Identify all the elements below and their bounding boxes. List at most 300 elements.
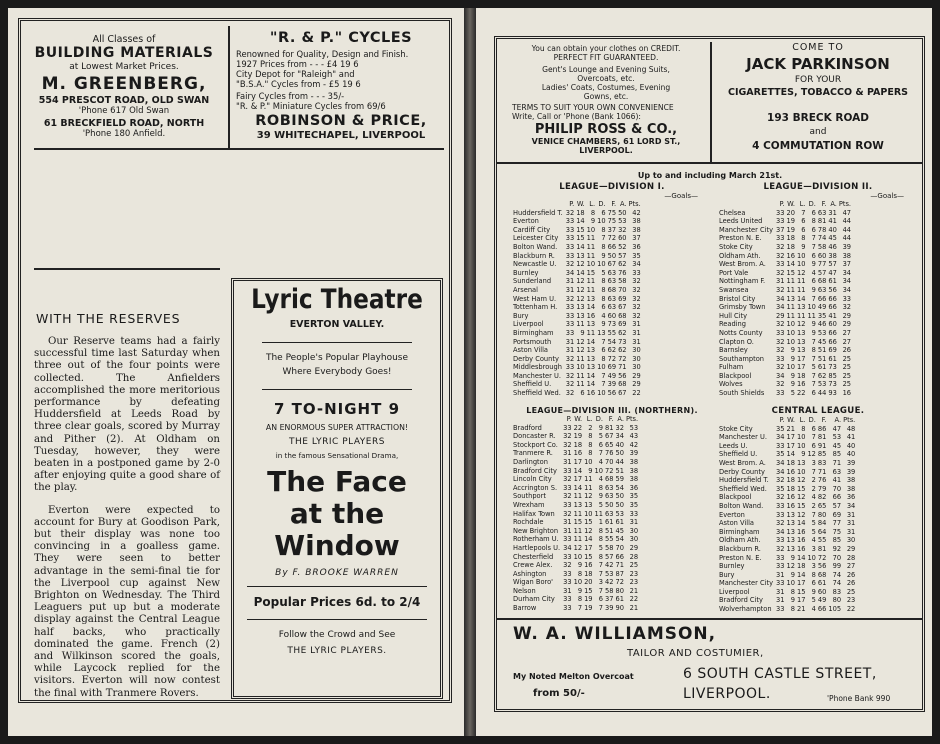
stat-cell: 14 xyxy=(586,302,596,312)
stat-cell: 90 xyxy=(615,603,624,613)
stat-cell: 19 xyxy=(584,603,593,613)
stat-cell: 53 xyxy=(817,379,827,389)
stat-cell: 22 xyxy=(573,422,583,432)
williamson-subtitle: TAILOR AND COSTUMIER, xyxy=(627,648,764,659)
stat-cell: 9 xyxy=(577,585,583,595)
stat-cell: 14 xyxy=(786,259,795,269)
stat-cell: 11 xyxy=(584,482,593,492)
stat-cell: 25 xyxy=(842,379,852,389)
philip-line10: VENICE CHAMBERS, 61 LORD ST., xyxy=(531,137,681,146)
team-name: Newcastle U. xyxy=(513,259,557,269)
stat-cell: 11 xyxy=(594,508,603,518)
team-name: Bolton Wand. xyxy=(719,500,764,510)
team-name: Leeds United xyxy=(719,216,763,226)
stat-cell: 10 xyxy=(597,216,606,226)
stat-cell: 61 xyxy=(817,362,827,372)
stat-cell: 7 xyxy=(598,585,603,595)
stat-cell: 66 xyxy=(832,492,842,502)
stat-cell: 10 xyxy=(586,259,596,269)
stat-cell: 2 xyxy=(811,483,816,493)
greenberg-line8: 'Phone 180 Anfield. xyxy=(82,129,166,139)
team-name: Blackburn R. xyxy=(513,250,555,260)
team-name: Southport xyxy=(513,491,546,501)
stat-cell: 13 xyxy=(586,345,596,355)
stat-cell: 41 xyxy=(828,216,837,226)
team-name: Burnley xyxy=(513,267,539,277)
stat-cell: 34 xyxy=(842,267,852,277)
jack-line2: JACK PARKINSON xyxy=(746,55,890,73)
stat-cell: 83 xyxy=(832,586,842,596)
team-name: Stoke City xyxy=(719,423,753,433)
column-header: F. xyxy=(611,199,617,208)
williamson-address-1: 6 SOUTH CASTLE STREET, xyxy=(683,666,877,682)
column-header: Pts. xyxy=(838,199,852,208)
stat-cell: 16 xyxy=(796,379,806,389)
stat-cell: 14 xyxy=(586,370,596,380)
stat-cell: 33 xyxy=(776,388,785,398)
stat-cell: 36 xyxy=(629,482,639,492)
team-name: Liverpool xyxy=(513,319,544,329)
team-name: Birmingham xyxy=(719,526,760,536)
stat-cell: 30 xyxy=(632,345,641,355)
stat-cell: 42 xyxy=(605,560,614,570)
stat-cell: 75 xyxy=(607,207,617,217)
stat-cell: 62 xyxy=(618,345,627,355)
team-name: Leeds U. xyxy=(719,440,748,450)
stat-cell: 33 xyxy=(565,310,575,320)
stat-cell: 12 xyxy=(807,449,816,459)
stat-cell: 33 xyxy=(629,508,639,518)
stat-cell: 45 xyxy=(828,233,837,243)
stat-cell: 33 xyxy=(563,465,572,475)
williamson-title: W. A. WILLIAMSON, xyxy=(513,624,717,644)
div3-title: LEAGUE—DIVISION III. (NORTHERN). xyxy=(526,406,698,415)
stat-cell: 7 xyxy=(811,432,816,442)
stat-cell: 63 xyxy=(607,293,617,303)
stat-cell: 87 xyxy=(615,568,624,578)
team-name: Manchester U. xyxy=(719,432,767,442)
stat-cell: 72 xyxy=(817,552,827,562)
stat-cell: 66 xyxy=(817,293,827,303)
lyric-show-times: 7 TO-NIGHT 9 xyxy=(273,400,401,418)
stat-cell: 30 xyxy=(632,362,641,372)
stat-cell: 66 xyxy=(615,551,624,561)
stat-cell: 10 xyxy=(796,250,806,260)
williamson-melton-2: from 50/- xyxy=(533,688,585,699)
stat-cell: 33 xyxy=(565,362,575,372)
stat-cell: 33 xyxy=(563,534,572,544)
stat-cell: 6 xyxy=(580,388,585,398)
stat-cell: 63 xyxy=(607,302,617,312)
stat-cell: 3 xyxy=(811,543,816,553)
stat-cell: 57 xyxy=(832,500,842,510)
stat-cell: 41 xyxy=(846,432,856,442)
stat-cell: 6 xyxy=(601,345,606,355)
team-name: Huddersfield T. xyxy=(719,475,769,485)
stat-cell: 51 xyxy=(817,353,827,363)
stat-cell: 13 xyxy=(796,302,806,312)
stat-cell: 30 xyxy=(632,353,641,363)
stat-cell: 9 xyxy=(790,370,795,380)
stat-cell: 10 xyxy=(786,336,795,346)
team-name: Derby County xyxy=(719,466,765,476)
stat-cell: 61 xyxy=(828,276,837,286)
stat-cell: 14 xyxy=(796,569,806,579)
stat-cell: 38 xyxy=(629,456,639,466)
stat-cell: 9 xyxy=(790,595,795,605)
stat-cell: 38 xyxy=(632,216,641,226)
team-name: Sheffield Wed. xyxy=(719,483,767,493)
stat-cell: 16 xyxy=(586,388,596,398)
stat-cell: 9 xyxy=(790,379,795,389)
team-name: Hull City xyxy=(719,310,748,320)
stat-cell: 5 xyxy=(811,595,816,605)
stat-cell: 58 xyxy=(817,241,827,251)
stat-cell: 40 xyxy=(828,224,837,234)
stat-cell: 41 xyxy=(832,475,842,485)
stat-cell: 13 xyxy=(786,526,795,536)
stat-cell: 9 xyxy=(790,552,795,562)
rp-line8: 39 WHITECHAPEL, LIVERPOOL xyxy=(256,130,426,141)
stat-cell: 13 xyxy=(786,293,795,303)
philip-line6: Gowns, etc. xyxy=(583,92,629,101)
stat-cell: 32 xyxy=(632,276,641,286)
stat-cell: 36 xyxy=(846,492,856,502)
stat-cell: 12 xyxy=(573,542,583,552)
stat-cell: 39 xyxy=(629,448,639,458)
stat-cell: 6 xyxy=(801,216,806,226)
column-header: Pts. xyxy=(625,414,639,423)
jack-line4: CIGARETTES, TOBACCO & PAPERS xyxy=(727,87,908,98)
stat-cell: 32 xyxy=(776,475,785,485)
stat-cell: 9 xyxy=(811,327,816,337)
stat-cell: 31 xyxy=(828,207,837,217)
stat-cell: 15 xyxy=(573,517,583,527)
stat-cell: 29 xyxy=(632,379,641,389)
stat-cell: 64 xyxy=(817,526,827,536)
top-ad-rule xyxy=(34,148,444,150)
stat-cell: 9 xyxy=(601,250,606,260)
stat-cell: 46 xyxy=(817,319,827,329)
stat-cell: 33 xyxy=(776,561,785,571)
stat-cell: 39 xyxy=(607,379,617,389)
lyric-play-title-1: The Face xyxy=(267,465,407,498)
stat-cell: 5 xyxy=(598,431,603,441)
stat-cell: 9 xyxy=(790,353,795,363)
team-name: Birmingham xyxy=(513,327,554,337)
stat-cell: 3 xyxy=(598,577,603,587)
team-name: Bradford xyxy=(513,422,542,432)
stat-cell: 9 xyxy=(811,319,816,329)
column-header: A. xyxy=(617,414,624,423)
stat-cell: 56 xyxy=(817,561,827,571)
div3-block xyxy=(512,406,712,613)
rp-cycles-advert xyxy=(236,30,446,141)
stat-cell: 14 xyxy=(796,518,806,528)
stat-cell: 18 xyxy=(796,561,806,571)
stat-cell: 31 xyxy=(563,525,572,535)
stat-cell: 45 xyxy=(832,440,842,450)
team-name: Reading xyxy=(719,319,746,329)
stat-cell: 23 xyxy=(846,595,856,605)
rp-title: "R. & P." CYCLES xyxy=(269,30,413,46)
stat-cell: 6 xyxy=(598,439,603,449)
reserves-top-rule xyxy=(34,268,220,270)
stat-cell: 3 xyxy=(811,457,816,467)
stat-cell: 11 xyxy=(576,370,585,380)
stat-cell: 13 xyxy=(796,327,806,337)
stat-cell: 57 xyxy=(605,551,614,561)
stat-cell: 11 xyxy=(584,474,593,484)
stat-cell: 38 xyxy=(632,224,641,234)
stat-cell: 33 xyxy=(563,603,572,613)
stat-cell: 4 xyxy=(811,267,816,277)
stat-cell: 34 xyxy=(563,542,572,552)
stat-cell: 70 xyxy=(618,284,627,294)
stat-cell: 18 xyxy=(786,483,795,493)
stat-cell: 35 xyxy=(776,423,785,433)
team-name: Halifax Town xyxy=(513,508,555,518)
stat-cell: 68 xyxy=(618,310,627,320)
stat-cell: 8 xyxy=(588,431,593,441)
stat-cell: 60 xyxy=(607,310,617,320)
stat-cell: 32 xyxy=(776,362,785,372)
stat-cell: 15 xyxy=(584,551,593,561)
lyric-follow-2: THE LYRIC PLAYERS. xyxy=(287,646,387,656)
philip-line1: You can obtain your clothes on CREDIT. xyxy=(531,44,681,53)
stat-cell: 33 xyxy=(565,216,575,226)
stat-cell: 7 xyxy=(811,370,816,380)
stat-cell: 6 xyxy=(811,276,816,286)
stat-cell: 70 xyxy=(832,552,842,562)
stat-cell: 7 xyxy=(811,353,816,363)
stat-cell: 16 xyxy=(796,543,806,553)
stat-cell: 58 xyxy=(618,276,627,286)
team-name: Oldham Ath. xyxy=(719,535,761,545)
stat-cell: 6 xyxy=(601,302,606,312)
stat-cell: 9 xyxy=(801,241,806,251)
stat-cell: 13 xyxy=(796,336,806,346)
stat-cell: 56 xyxy=(618,370,627,380)
stat-cell: 61 xyxy=(615,594,624,604)
stat-cell: 63 xyxy=(607,267,617,277)
stat-cell: 63 xyxy=(817,207,827,217)
stat-cell: 50 xyxy=(615,448,624,458)
stat-cell: 29 xyxy=(842,319,852,329)
stat-cell: 44 xyxy=(615,456,624,466)
column-header: P. xyxy=(779,199,785,208)
stat-cell: 11 xyxy=(786,276,795,286)
stat-cell: 33 xyxy=(563,551,572,561)
stat-cell: 33 xyxy=(565,319,575,329)
team-name: Wrexham xyxy=(513,499,545,509)
stat-cell: 36 xyxy=(632,241,641,251)
stat-cell: 39 xyxy=(842,241,852,251)
stat-cell: 2 xyxy=(811,500,816,510)
stat-cell: 80 xyxy=(615,585,624,595)
stat-cell: 48 xyxy=(846,423,856,433)
williamson-top-rule xyxy=(497,618,922,620)
stat-cell: 8 xyxy=(601,293,606,303)
stat-cell: 32 xyxy=(565,353,575,363)
stat-cell: 32 xyxy=(565,293,575,303)
stat-cell: 99 xyxy=(832,561,842,571)
stat-cell: 22 xyxy=(629,594,639,604)
stat-cell: 11 xyxy=(576,379,585,389)
stat-cell: 28 xyxy=(629,551,639,561)
stat-cell: 31 xyxy=(563,456,572,466)
team-name: Tranmere R. xyxy=(513,448,553,458)
stat-cell: 25 xyxy=(846,586,856,596)
stat-cell: 10 xyxy=(597,388,606,398)
stat-cell: 29 xyxy=(776,310,785,320)
stat-cell: 11 xyxy=(796,310,806,320)
lyric-company: THE LYRIC PLAYERS xyxy=(289,437,385,447)
stat-cell: 35 xyxy=(629,499,639,509)
stat-cell: 54 xyxy=(615,482,624,492)
lyric-follow-1: Follow the Crowd and See xyxy=(278,630,396,640)
stat-cell: 33 xyxy=(842,293,852,303)
team-name: Manchester U. xyxy=(513,370,561,380)
stat-cell: 32 xyxy=(776,267,785,277)
rp-line4: "B.S.A." Cycles from - £5 19 6 xyxy=(236,79,361,89)
lyric-tagline-1: The People's Popular Playhouse xyxy=(265,353,409,363)
stat-cell: 4 xyxy=(598,456,603,466)
stat-cell: 8 xyxy=(811,345,816,355)
stat-cell: 42 xyxy=(632,207,641,217)
div3-table xyxy=(512,415,639,613)
stat-cell: 21 xyxy=(629,603,639,613)
stat-cell: 32 xyxy=(615,422,624,432)
lyric-in-the: in the famous Sensational Drama, xyxy=(275,451,399,460)
lyric-title: Lyric Theatre xyxy=(251,284,423,315)
stat-cell: 35 xyxy=(817,310,827,320)
stat-cell: 16 xyxy=(842,388,852,398)
right-top-rule xyxy=(497,162,922,164)
stat-cell: 11 xyxy=(786,302,795,312)
stat-cell: 14 xyxy=(796,552,806,562)
stat-cell: 53 xyxy=(618,216,627,226)
team-name: Lincoln City xyxy=(513,474,552,484)
rp-line7: ROBINSON & PRICE, xyxy=(255,113,427,129)
stat-cell: 34 xyxy=(632,259,641,269)
stat-cell: 34 xyxy=(776,457,785,467)
column-header: L. xyxy=(799,199,806,208)
stat-cell: 91 xyxy=(817,440,827,450)
stat-cell: 86 xyxy=(817,423,827,433)
stat-cell: 33 xyxy=(563,499,572,509)
team-name: Rochdale xyxy=(513,517,544,527)
stat-cell: 4 xyxy=(811,604,816,614)
team-name: Chelsea xyxy=(719,207,746,217)
stat-cell: 30 xyxy=(846,535,856,545)
stat-cell: 34 xyxy=(846,500,856,510)
stat-cell: 62 xyxy=(607,345,617,355)
team-name: Sheffield U. xyxy=(513,379,552,389)
team-name: Grimsby Town xyxy=(719,302,766,312)
stat-cell: 9 xyxy=(790,569,795,579)
table-row xyxy=(512,604,639,613)
stat-cell: 32 xyxy=(565,259,575,269)
stat-cell: 72 xyxy=(607,233,617,243)
stat-cell: 66 xyxy=(828,327,837,337)
team-name: Barrow xyxy=(513,603,537,613)
stat-cell: 8 xyxy=(811,216,816,226)
stat-cell: 34 xyxy=(565,267,575,277)
stat-cell: 15 xyxy=(786,267,795,277)
stat-cell: 14 xyxy=(796,293,806,303)
team-name: West Brom. A. xyxy=(719,259,766,269)
central-title: CENTRAL LEAGUE. xyxy=(771,406,865,416)
team-name: Burnley xyxy=(719,561,745,571)
stat-cell: 50 xyxy=(605,499,614,509)
stat-cell: 72 xyxy=(615,577,624,587)
stat-cell: 67 xyxy=(605,431,614,441)
stat-cell: 44 xyxy=(842,216,852,226)
jack-line5: 193 BRECK ROAD xyxy=(767,112,869,124)
stat-cell: 62 xyxy=(817,370,827,380)
stat-cell: 38 xyxy=(629,474,639,484)
stat-cell: 56 xyxy=(607,388,617,398)
stat-cell: 34 xyxy=(776,432,785,442)
team-name: Wigan Boro' xyxy=(513,577,553,587)
stat-cell: 6 xyxy=(811,388,816,398)
stat-cell: 11 xyxy=(586,241,596,251)
stat-cell: 55 xyxy=(605,534,614,544)
stat-cell: 93 xyxy=(828,388,837,398)
stat-cell: 59 xyxy=(615,474,624,484)
stat-cell: 15 xyxy=(796,483,806,493)
column-header: D. xyxy=(808,199,816,208)
stat-cell: 33 xyxy=(563,594,572,604)
stat-cell: 57 xyxy=(817,267,827,277)
stat-cell: 31 xyxy=(629,517,639,527)
stat-cell: 11 xyxy=(576,319,585,329)
stat-cell: 9 xyxy=(577,560,583,570)
stat-cell: 53 xyxy=(615,508,624,518)
stat-cell: 5 xyxy=(790,388,795,398)
stat-cell: 6 xyxy=(801,224,806,234)
table-row xyxy=(718,605,856,614)
stat-cell: 39 xyxy=(846,457,856,467)
stat-cell: 22 xyxy=(796,388,806,398)
stat-cell: 71 xyxy=(615,560,624,570)
stat-cell: 32 xyxy=(776,319,785,329)
stat-cell: 11 xyxy=(586,276,596,286)
stat-cell: 8 xyxy=(601,276,606,286)
stat-cell: 55 xyxy=(607,327,617,337)
stat-cell: 85 xyxy=(832,535,842,545)
team-name: Bradford City xyxy=(719,595,763,605)
column-header: L. xyxy=(589,199,596,208)
lyric-prices: Popular Prices 6d. to 2/4 xyxy=(253,595,421,609)
stat-cell: 26 xyxy=(846,578,856,588)
stat-cell: 39 xyxy=(605,603,614,613)
stat-cell: 63 xyxy=(605,482,614,492)
stat-cell: 62 xyxy=(618,259,627,269)
greenberg-line4: M. GREENBERG, xyxy=(41,74,207,94)
stat-cell: 8 xyxy=(577,568,583,578)
stat-cell: 44 xyxy=(817,388,827,398)
stat-cell: 7 xyxy=(601,233,606,243)
stat-cell: 10 xyxy=(786,362,795,372)
stat-cell: 8 xyxy=(588,439,593,449)
stat-cell: 15 xyxy=(796,586,806,596)
stat-cell: 13 xyxy=(586,362,596,372)
stat-cell: 13 xyxy=(786,535,795,545)
stat-cell: 31 xyxy=(846,526,856,536)
team-name: Wolves xyxy=(719,379,743,389)
